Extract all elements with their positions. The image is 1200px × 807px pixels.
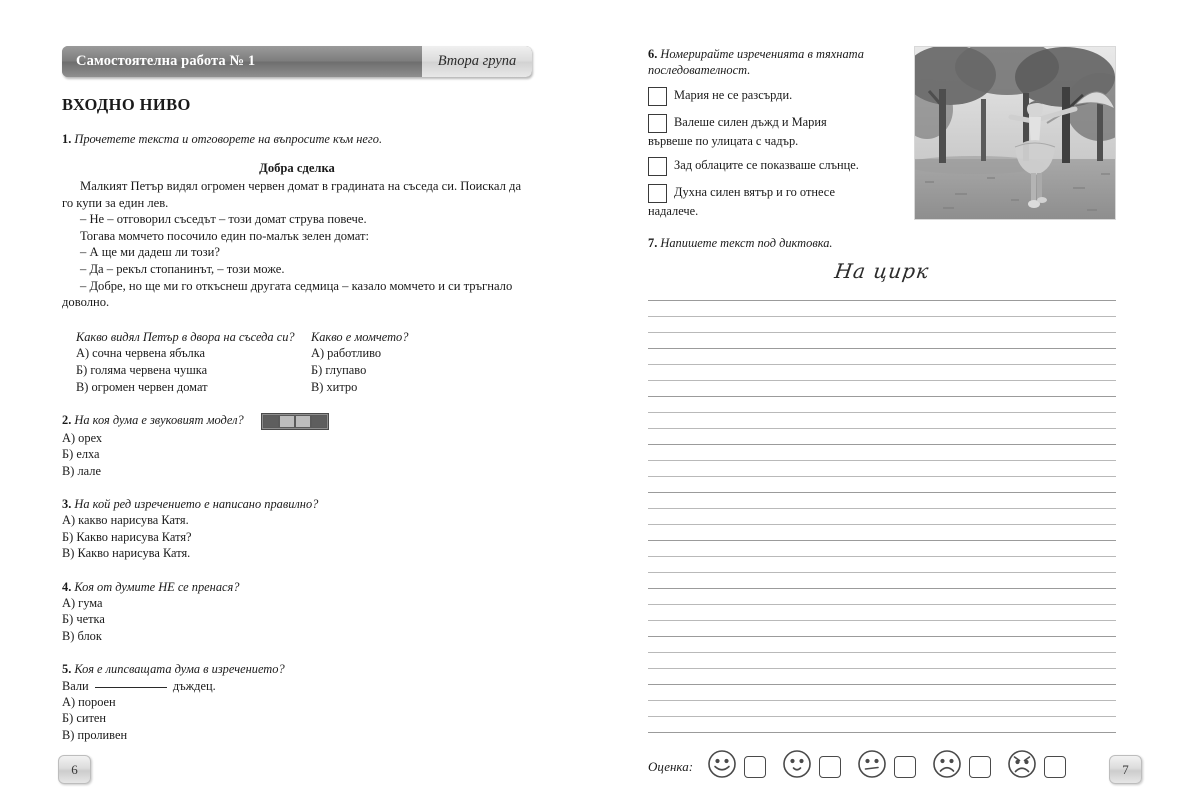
writing-line[interactable] [648, 381, 1116, 397]
writing-line[interactable] [648, 637, 1116, 653]
grade-face-group [707, 749, 1082, 784]
sequence-number-box[interactable] [648, 157, 667, 176]
sequence-number-box[interactable] [648, 87, 667, 106]
writing-line[interactable] [648, 589, 1116, 605]
subquestion-1-option[interactable]: Б) голяма червена чушка [76, 362, 208, 377]
sound-model-cell [279, 415, 295, 428]
writing-line[interactable] [648, 445, 1116, 461]
subquestion-1-option[interactable]: В) огромен червен домат [76, 379, 208, 394]
neutral-face-icon [857, 749, 887, 784]
sequence-item[interactable] [648, 114, 906, 133]
question-7-text: Напишете текст под диктовка. [660, 236, 833, 250]
question-5-header [62, 661, 532, 677]
question-2-options [62, 430, 532, 479]
left-page [62, 46, 532, 743]
sequence-number-box[interactable] [648, 184, 667, 203]
subquestion-2-prompt: Какво е момчето? [311, 329, 409, 344]
question-4-option[interactable]: А) гума [62, 596, 103, 611]
happy-face-icon [707, 749, 737, 784]
question-3-text: На кой ред изречението е написано правилно? [74, 497, 319, 511]
subquestion-1-option[interactable]: А) сочна червена ябълка [76, 346, 206, 361]
question-6-header [648, 46, 906, 79]
sequence-item-label: Мария не се разсърди. [674, 87, 793, 102]
sequence-item-continuation: вървеше по улицата с чадър. [648, 133, 799, 148]
angry-face-icon [1007, 749, 1037, 784]
question-3 [62, 496, 532, 562]
question-4-option[interactable]: Б) четка [62, 612, 105, 627]
writing-line[interactable] [648, 461, 1116, 477]
question-1-text: Прочетете текста и отговорете на въпросите към него. [74, 132, 383, 146]
question-4-option[interactable]: В) блок [62, 628, 102, 643]
question-7 [648, 236, 1116, 251]
story-paragraph: – Да – рекъл стопанинът, – този може. [80, 261, 285, 276]
grade-row [648, 749, 1116, 784]
question-3-option[interactable]: В) Какво нарисува Катя. [62, 546, 191, 561]
question-4 [62, 579, 532, 645]
writing-line[interactable] [648, 509, 1116, 525]
worksheet-title: Самостоятелна работа № 1 [76, 53, 256, 69]
question-2-text: На коя дума е звуковият модел? [74, 413, 244, 428]
writing-line[interactable] [648, 333, 1116, 349]
question-3-number: 3. [62, 497, 72, 511]
story-paragraph: Малкият Петър видял огромен червен домат в градината на съседа си. Поискал да го купи за един лев. [62, 179, 522, 210]
question-2-option[interactable]: В) лале [62, 463, 101, 478]
writing-line[interactable] [648, 317, 1116, 333]
girl-with-umbrella-photo [914, 46, 1116, 220]
sequence-number-box[interactable] [648, 114, 667, 133]
sentence-after-blank: дъждец. [172, 678, 216, 693]
fill-in-blank[interactable] [95, 687, 167, 688]
writing-line[interactable] [648, 349, 1116, 365]
story-body [62, 178, 532, 311]
sequence-item[interactable] [648, 87, 906, 106]
question-6-number: 6. [648, 47, 658, 61]
story-paragraph: – Добре, но ще ми го откъснеш другата седмица – казало момчето и си тръгнало доволно. [62, 278, 513, 310]
question-1 [62, 132, 532, 147]
sentence-before-blank: Вали [62, 678, 89, 693]
question-3-option[interactable]: А) какво нарисува Катя. [62, 513, 189, 528]
question-5 [62, 661, 532, 743]
question-2-option[interactable]: Б) елха [62, 447, 100, 462]
subquestion-1-prompt: Какво видял Петър в двора на съседа си? [76, 329, 295, 344]
question-2 [62, 412, 532, 479]
writing-line[interactable] [648, 493, 1116, 509]
question-4-header [62, 579, 532, 595]
question-5-text: Коя е липсващата дума в изречението? [74, 662, 285, 677]
story-paragraph: – А ще ми дадеш ли този? [80, 245, 220, 260]
right-page [648, 46, 1116, 784]
writing-lines[interactable] [648, 285, 1116, 733]
writing-line[interactable] [648, 541, 1116, 557]
question-1-number: 1. [62, 132, 72, 146]
question-6-and-photo [648, 46, 1116, 220]
question-4-number: 4. [62, 579, 72, 594]
writing-line[interactable] [648, 429, 1116, 445]
question-2-number: 2. [62, 413, 72, 428]
grade-label: Оценка: [648, 758, 694, 774]
question-3-header [62, 496, 532, 512]
question-6 [648, 46, 914, 220]
reading-subquestions [62, 329, 532, 395]
sound-model-diagram [261, 413, 329, 430]
subquestion-2 [297, 329, 532, 395]
photo-illustration [915, 47, 1115, 219]
question-5-number: 5. [62, 662, 72, 677]
question-4-text: Коя от думите НЕ се пренася? [74, 579, 240, 594]
sad-face-icon [932, 749, 962, 784]
question-7-number: 7. [648, 236, 658, 250]
question-2-option[interactable]: А) орех [62, 430, 103, 445]
sound-model-cell [295, 415, 311, 428]
question-5-option[interactable]: В) проливен [62, 727, 128, 742]
question-3-option[interactable]: Б) Какво нарисува Катя? [62, 529, 192, 544]
dictation-title-handwritten: На цирк [833, 259, 931, 283]
group-band [422, 46, 532, 77]
sound-model-cell [263, 415, 279, 428]
sound-model-cell [311, 415, 327, 428]
writing-line[interactable] [648, 685, 1116, 701]
writing-line[interactable] [648, 413, 1116, 429]
sequence-item-label: Духна силен вятър и го отнесе [674, 185, 835, 200]
sequence-item[interactable] [648, 184, 906, 203]
subquestion-2-option[interactable]: В) хитро [311, 379, 358, 394]
grade-checkbox[interactable] [819, 756, 841, 778]
level-title: ВХОДНО НИВО [62, 95, 191, 114]
writing-line[interactable] [648, 701, 1116, 717]
sequence-item[interactable] [648, 157, 906, 176]
grade-checkbox[interactable] [969, 756, 991, 778]
sequence-item-label: Валеше силен дъжд и Мария [674, 114, 827, 129]
question-5-option[interactable]: А) пороен [62, 695, 116, 710]
question-6-text: Номерирайте изреченията в тяхната последователност. [648, 47, 864, 78]
writing-line[interactable] [648, 525, 1116, 541]
story-paragraph: – Не – отговорил съседът – този домат струва повече. [80, 212, 367, 227]
worksheet-title-band [62, 46, 422, 77]
writing-line[interactable] [648, 301, 1116, 317]
page-number-right: 7 [1109, 755, 1142, 784]
story-paragraph: Тогава момчето посочило един по-малък зелен домат: [80, 228, 370, 243]
question-2-header [62, 412, 532, 430]
sequence-item-label: Зад облаците се показваше слънце. [674, 158, 859, 173]
grade-checkbox[interactable] [744, 756, 766, 778]
writing-line[interactable] [648, 397, 1116, 413]
writing-line[interactable] [648, 605, 1116, 621]
question-5-option[interactable]: Б) ситен [62, 711, 107, 726]
subquestion-2-option[interactable]: А) работливо [311, 346, 382, 361]
sequence-item-continuation: надалече. [648, 204, 699, 219]
writing-line[interactable] [648, 285, 1116, 301]
group-label: Втора група [437, 53, 517, 69]
writing-line[interactable] [648, 365, 1116, 381]
writing-line[interactable] [648, 477, 1116, 493]
writing-line[interactable] [648, 573, 1116, 589]
writing-line[interactable] [648, 717, 1116, 733]
writing-line[interactable] [648, 669, 1116, 685]
grade-checkbox[interactable] [1044, 756, 1066, 778]
worksheet-header [62, 46, 532, 77]
writing-line[interactable] [648, 653, 1116, 669]
grade-checkbox[interactable] [894, 756, 916, 778]
page-number-left: 6 [58, 755, 91, 784]
question-5-sentence [62, 678, 532, 694]
story-title: Добра сделка [259, 161, 335, 175]
subquestion-2-option[interactable]: Б) глупаво [311, 362, 367, 377]
subquestion-1 [62, 329, 297, 395]
writing-line[interactable] [648, 557, 1116, 573]
writing-line[interactable] [648, 621, 1116, 637]
smile-face-icon [782, 749, 812, 784]
